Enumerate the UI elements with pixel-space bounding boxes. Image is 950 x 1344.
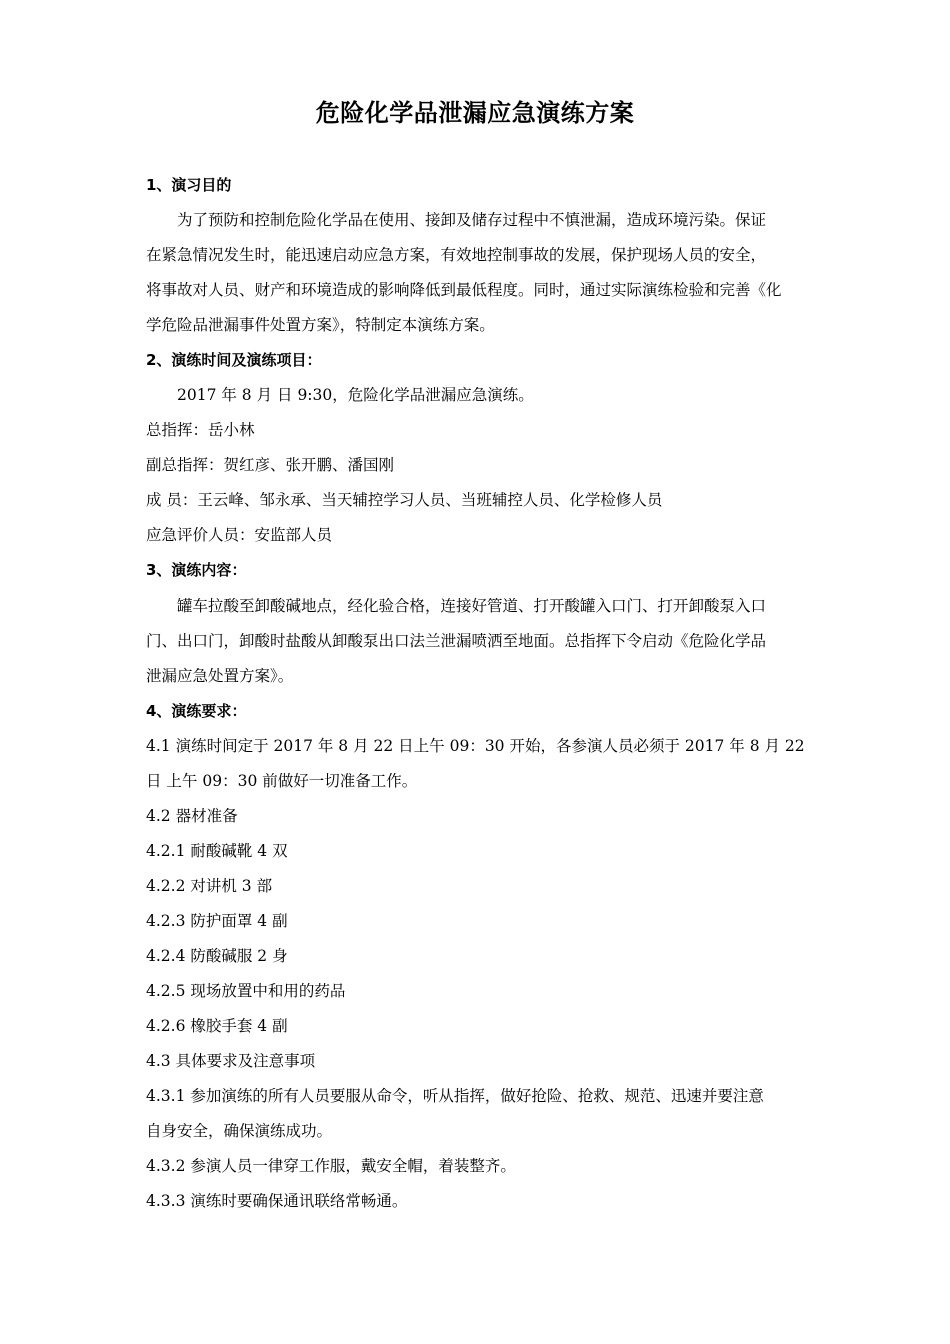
requirement-line: 4.3 具体要求及注意事项 xyxy=(146,1052,316,1070)
paragraph-line: 罐车拉酸至卸酸碱地点，经化验合格，连接好管道、打开酸罐入口门、打开卸酸泵入口 xyxy=(177,597,767,615)
requirement-line: 4.3.2 参演人员一律穿工作服，戴安全帽，着装整齐。 xyxy=(146,1157,516,1175)
section-heading-purpose: 1、演习目的 xyxy=(146,176,232,194)
paragraph-line: 将事故对人员、财产和环境造成的影响降低到最低程度。同时，通过实际演练检验和完善《化 xyxy=(146,281,782,299)
document-title: 危险化学品泄漏应急演练方案 xyxy=(315,99,635,127)
requirement-line: 4.3.1 参加演练的所有人员要服从命令，听从指挥，做好抢险、抢救、规范、迅速并要注意 xyxy=(146,1087,764,1105)
section-heading-time: 2、演练时间及演练项目： xyxy=(146,351,322,369)
drill-time-line: 2017 年 8 月 日 9:30，危险化学品泄漏应急演练。 xyxy=(177,386,534,404)
requirement-line: 4.2.5 现场放置中和用的药品 xyxy=(146,982,346,1000)
paragraph-line: 门、出口门，卸酸时盐酸从卸酸泵出口法兰泄漏喷洒至地面。总指挥下令启动《危险化学品 xyxy=(146,632,767,650)
requirement-line: 4.2.6 橡胶手套 4 副 xyxy=(146,1017,288,1035)
paragraph-line: 泄漏应急处置方案》。 xyxy=(146,667,294,685)
section-heading-requirements: 4、演练要求： xyxy=(146,702,247,720)
evaluator-line: 应急评价人员：安监部人员 xyxy=(146,526,333,544)
requirement-line: 4.2.2 对讲机 3 部 xyxy=(146,877,273,895)
requirement-line: 自身安全，确保演练成功。 xyxy=(146,1122,333,1140)
members-line: 成 员：王云峰、邹永承、当天辅控学习人员、当班辅控人员、化学检修人员 xyxy=(146,491,663,509)
paragraph-line: 在紧急情况发生时，能迅速启动应急方案，有效地控制事故的发展，保护现场人员的安全， xyxy=(146,246,767,264)
paragraph-line: 学危险品泄漏事件处置方案》，特制定本演练方案。 xyxy=(146,316,495,334)
requirement-line: 4.2.3 防护面罩 4 副 xyxy=(146,912,288,930)
commander-line: 总指挥：岳小林 xyxy=(146,421,255,439)
requirement-line: 4.3.3 演练时要确保通讯联络常畅通。 xyxy=(146,1192,408,1210)
section-heading-content: 3、演练内容： xyxy=(146,561,247,579)
paragraph-line: 为了预防和控制危险化学品在使用、接卸及储存过程中不慎泄漏，造成环境污染。保证 xyxy=(177,211,767,229)
requirement-line: 4.2.4 防酸碱服 2 身 xyxy=(146,947,288,965)
deputy-commander-line: 副总指挥：贺红彦、张开鹏、潘国刚 xyxy=(146,456,395,474)
requirement-line: 4.2 器材准备 xyxy=(146,807,238,825)
requirement-line: 日 上午 09：30 前做好一切准备工作。 xyxy=(146,772,418,790)
requirement-line: 4.1 演练时间定于 2017 年 8 月 22 日上午 09：30 开始，各参演人员必须于 2017 年 8 月 22 xyxy=(146,737,805,755)
requirement-line: 4.2.1 耐酸碱靴 4 双 xyxy=(146,842,288,860)
